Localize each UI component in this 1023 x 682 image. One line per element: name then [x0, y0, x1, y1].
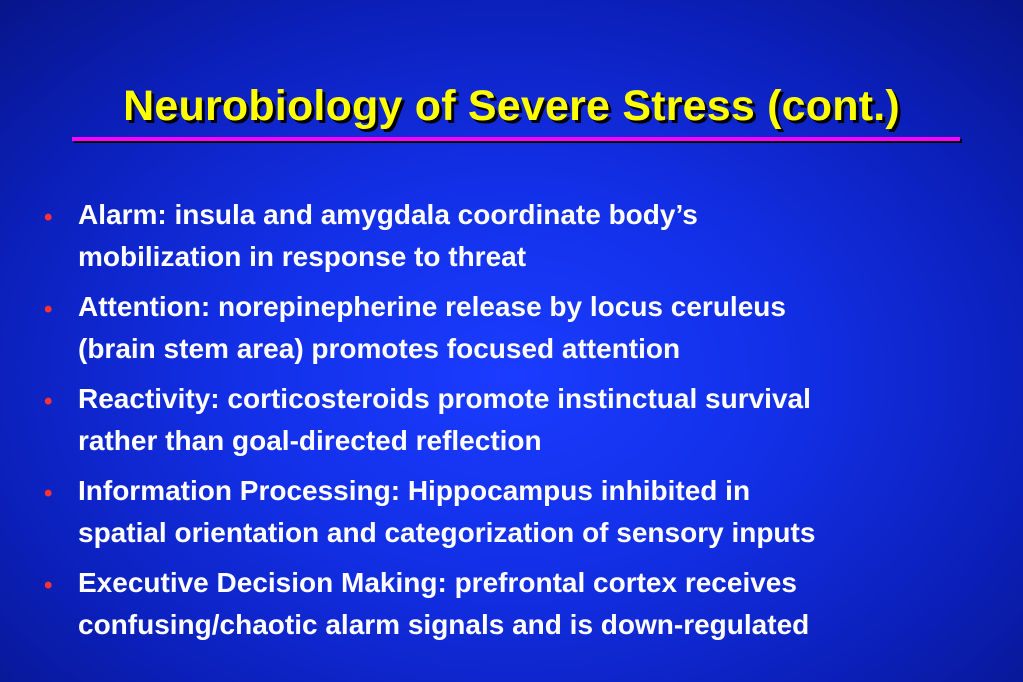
- slide-title: Neurobiology of Severe Stress (cont.): [123, 82, 900, 130]
- bullet-icon: •: [44, 296, 53, 323]
- bullet-item-attention: [44, 286, 1019, 370]
- bullet-list: [44, 194, 1019, 654]
- bullet-text: Alarm: insula and amygdala coordinate body’s mobilization in response to threat: [78, 199, 698, 272]
- title-container: [0, 78, 1023, 134]
- bullet-text: Attention: norepinepherine release by locus ceruleus (brain stem area) promotes focused attention: [78, 291, 786, 364]
- bullet-icon: •: [44, 480, 53, 507]
- bullet-text: Executive Decision Making: prefrontal cortex receives confusing/chaotic alarm signals and is down-regulated: [78, 567, 810, 640]
- bullet-text: Reactivity: corticosteroids promote instinctual survival rather than goal-directed reflection: [78, 383, 811, 456]
- bullet-icon: •: [44, 204, 53, 231]
- bullet-text: Information Processing: Hippocampus inhibited in spatial orientation and categorization of sensory inputs: [78, 475, 816, 548]
- bullet-item-information-processing: [44, 470, 1019, 554]
- bullet-icon: •: [44, 572, 53, 599]
- bullet-item-alarm: [44, 194, 1019, 278]
- bullet-icon: •: [44, 388, 53, 415]
- bullet-item-reactivity: [44, 378, 1019, 462]
- title-underline: [72, 137, 960, 141]
- bullet-item-executive-decision-making: [44, 562, 1019, 646]
